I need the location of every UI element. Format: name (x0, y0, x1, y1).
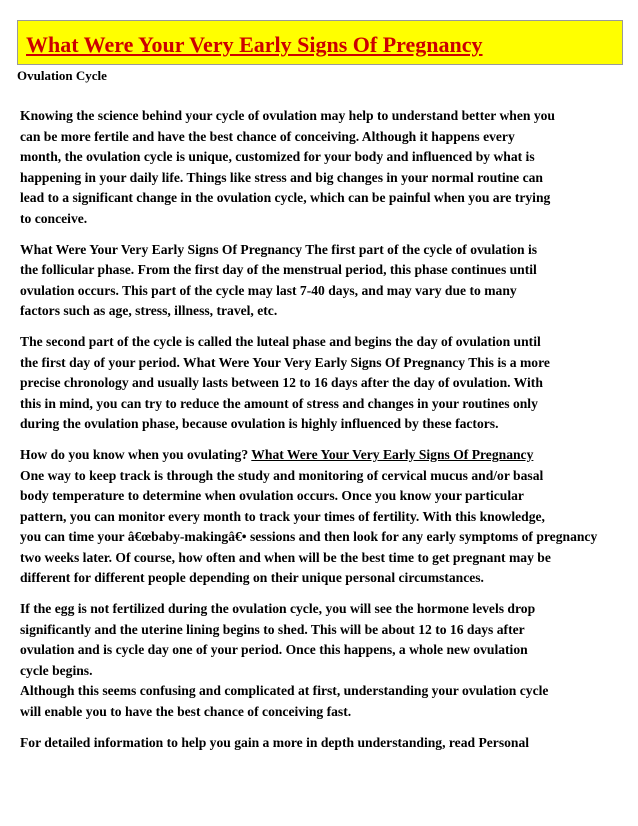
text-line: can be more fertile and have the best chance of conceiving. Although it happens every (20, 128, 515, 144)
article-body (20, 106, 638, 763)
text-line: the first day of your period. What Were Your Very Early Signs Of Pregnancy This is a more (20, 354, 550, 370)
text-line: For detailed information to help you gain a more in depth understanding, read Personal (20, 734, 530, 750)
text-line: pattern, you can monitor every month to track your times of fertility. With this knowledge, (20, 508, 545, 524)
text-line: factors such as age, stress, illness, travel, etc. (20, 303, 278, 319)
text-line: happening in your daily life. Things like stress and big changes in your normal routine can (20, 169, 543, 185)
text-line: ovulation occurs. This part of the cycle may last 7-40 days, and may vary due to many (20, 282, 517, 298)
page-title: What Were Your Very Early Signs Of Pregnancy (26, 32, 483, 57)
text-line: month, the ovulation cycle is unique, customized for your body and influenced by what is (20, 149, 535, 165)
text-line: significantly and the uterine lining begins to shed. This will be about 12 to 16 days after (20, 621, 525, 637)
text-line: different for different people depending on their unique personal circumstances. (20, 570, 484, 586)
question-text: How do you know when you ovulating? (20, 446, 252, 462)
text-line: What Were Your Very Early Signs Of Pregnancy The first part of the cycle of ovulation is (20, 241, 538, 257)
paragraph-6 (20, 733, 638, 754)
text-line: two weeks later. Of course, how often and when will be the best time to get pregnant may be (20, 549, 551, 565)
paragraph-2 (20, 240, 638, 322)
page-subtitle: Ovulation Cycle (17, 68, 107, 83)
text-line: body temperature to determine when ovulation occurs. Once you know your particular (20, 488, 524, 504)
text-line: lead to a significant change in the ovulation cycle, which can be painful when you are trying (20, 190, 551, 206)
text-line: The second part of the cycle is called the luteal phase and begins the day of ovulation until (20, 333, 541, 349)
text-line: to conceive. (20, 210, 88, 226)
text-line: cycle begins. (20, 662, 93, 678)
title-banner (17, 20, 623, 65)
text-line: ovulation and is cycle day one of your period. Once this happens, a whole new ovulation (20, 642, 528, 658)
text-line: during the ovulation phase, because ovulation is highly influenced by these factors. (20, 416, 499, 432)
paragraph-1 (20, 106, 638, 230)
paragraph-3 (20, 332, 638, 435)
text-line: will enable you to have the best chance of conceiving fast. (20, 704, 352, 720)
text-line: One way to keep track is through the study and monitoring of cervical mucus and/or basal (20, 467, 544, 483)
text-line (20, 445, 638, 466)
paragraph-4 (20, 445, 638, 589)
paragraph-5 (20, 599, 638, 723)
text-line: precise chronology and usually lasts between 12 to 16 days after the day of ovulation. With (20, 375, 543, 391)
text-line: the follicular phase. From the first day of the menstrual period, this phase continues until (20, 262, 537, 278)
text-line: Although this seems confusing and complicated at first, understanding your ovulation cycle (20, 683, 549, 699)
text-line: If the egg is not fertilized during the ovulation cycle, you will see the hormone levels drop (20, 601, 536, 617)
title-link[interactable]: What Were Your Very Early Signs Of Pregnancy (251, 446, 534, 462)
text-line: Knowing the science behind your cycle of ovulation may help to understand better when you (20, 108, 555, 123)
text-line: this in mind, you can try to reduce the amount of stress and changes in your routines only (20, 395, 538, 411)
text-line: you can time your â€œbaby-makingâ€• sessions and then look for any early symptoms of pregnancy (20, 529, 598, 545)
